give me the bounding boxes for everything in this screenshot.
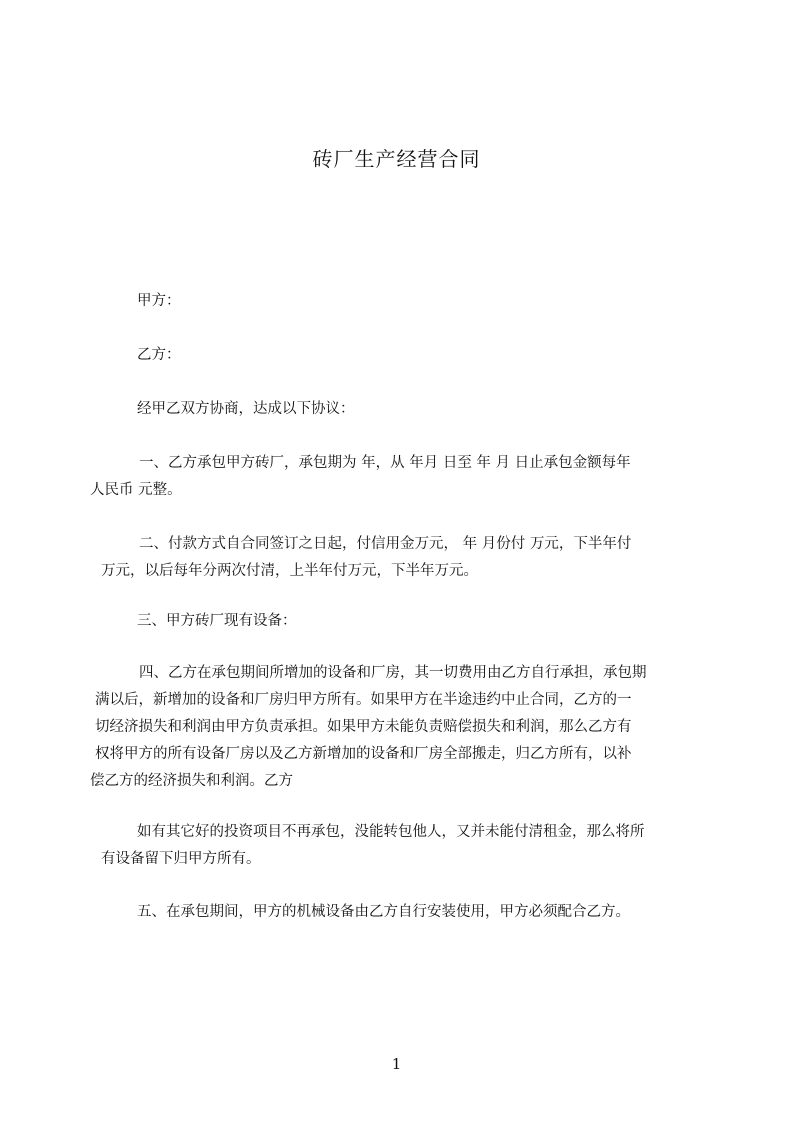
clause-4-line: 四、乙方在承包期间所增加的设备和厂房，其一切费用由乙方自行承担，承包期 [139, 665, 647, 681]
party-b-text: 乙方： [137, 347, 181, 363]
document-title: 砖厂生产经营合同 [312, 147, 481, 171]
intro-paragraph [103, 396, 703, 423]
clause-4-line: 偿乙方的经济损失和利润。乙方 [90, 773, 293, 789]
clause-5 [103, 899, 703, 926]
clause-2-line: 万元，以后每年分两次付清，上半年付万元，下半年万元。 [101, 563, 478, 579]
clause-3 [103, 608, 703, 635]
clause-4-line: 满以后，新增加的设备和厂房归甲方所有。如果甲方在半途违约中止合同，乙方的一 [95, 692, 632, 708]
clause-4-cont-line: 如有其它好的投资项目不再承包，没能转包他人，又并未能付清租金，那么将所 [137, 824, 645, 840]
clause-4-continued [103, 819, 703, 873]
clause-4-line: 切经济损失和利润由甲方负责承担。如果甲方未能负责赔偿损失和利润，那么乙方有 [95, 719, 632, 735]
party-a-text: 甲方： [137, 293, 181, 309]
clause-5-text: 五、在承包期间，甲方的机械设备由乙方自行安装使用，甲方必须配合乙方。 [137, 904, 630, 920]
clause-4-cont-line: 有设备留下归甲方所有。 [101, 851, 261, 867]
party-b-label [103, 342, 703, 369]
clause-3-text: 三、甲方砖厂现有设备： [137, 613, 297, 629]
page-number: 1 [391, 1055, 402, 1073]
clause-4 [90, 660, 703, 795]
clause-1 [90, 450, 703, 504]
clause-4-line: 权将甲方的所有设备厂房以及乙方新增加的设备和厂房全部搬走，归乙方所有，以补 [95, 746, 632, 762]
party-a-label [103, 288, 703, 315]
clause-1-line: 人民币 元整。 [90, 482, 182, 498]
clause-2-line: 二、付款方式自合同签订之日起，付信用金万元， 年 月份付 万元，下半年付 [139, 536, 632, 552]
clause-2 [103, 531, 703, 585]
clause-1-line: 一、乙方承包甲方砖厂，承包期为 年，从 年月 日至 年 月 日止承包金额每年 [139, 455, 631, 471]
intro-text: 经甲乙双方协商，达成以下协议： [137, 401, 355, 417]
